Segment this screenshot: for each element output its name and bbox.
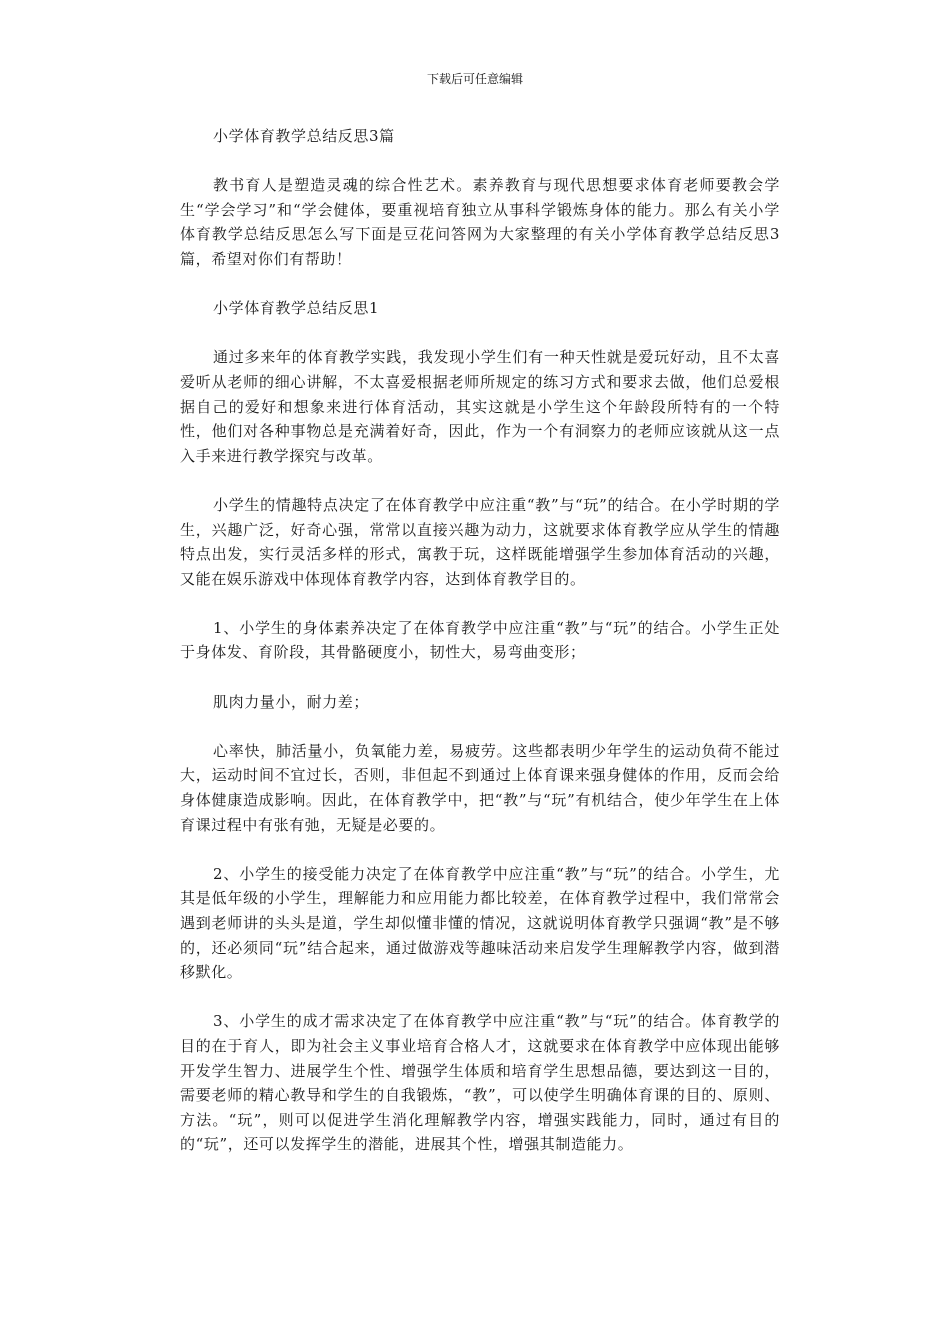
intro-paragraph: 教书育人是塑造灵魂的综合性艺术。素养教育与现代思想要求体育老师要教会学生“学会学习”和“学会健体，要重视培育独立从事科学锻炼身体的能力。那么有关小学体育教学总结反思怎么写下面是豆花问答网为大家整理的有关小学体育教学总结反思3篇，希望对你们有帮助！	[180, 176, 780, 268]
body-paragraph: 1、小学生的身体素养决定了在体育教学中应注重“教”与“玩”的结合。小学生正处于身体发、育阶段，其骨骼硬度小，韧性大，易弯曲变形；	[180, 618, 780, 662]
page-header: 下载后可任意编辑	[426, 72, 523, 86]
document-title: 小学体育教学总结反思3篇	[213, 127, 395, 145]
body-paragraph: 3、小学生的成才需求决定了在体育教学中应注重“教”与“玩”的结合。体育教学的目的在于育人，即为社会主义事业培育合格人才，这就要求在体育教学中应体现出能够开发学生智力、进展学生个性、增强学生体质和培育学生思想品德，要达到这一目的，需要老师的精心教导和学生的自我锻炼，“教”，可以使学生明确体育课的目的、原则、方法。“玩”，则可以促进学生消化理解教学内容，增强实践能力，同时，通过有目的的“玩”，还可以发挥学生的潜能，进展其个性，增强其制造能力。	[180, 1012, 780, 1154]
body-paragraph: 小学生的情趣特点决定了在体育教学中应注重“教”与“玩”的结合。在小学时期的学生，兴趣广泛，好奇心强，常常以直接兴趣为动力，这就要求体育教学应从学生的情趣特点出发，实行灵活多样的形式，寓教于玩，这样既能增强学生参加体育活动的兴趣，又能在娱乐游戏中体现体育教学内容，达到体育教学目的。	[180, 495, 780, 588]
body-paragraph: 心率快，肺活量小，负氧能力差，易疲劳。这些都表明少年学生的运动负荷不能过大，运动时间不宜过长，否则，非但起不到通过上体育课来强身健体的作用，反而会给身体健康造成影响。因此，在体育教学中，把“教”与“玩”有机结合，使少年学生在上体育课过程中有张有弛，无疑是必要的。	[180, 741, 780, 834]
document-body	[180, 124, 780, 1182]
body-paragraph: 通过多来年的体育教学实践，我发现小学生们有一种天性就是爱玩好动，且不太喜爱听从老师的细心讲解，不太喜爱根据老师所规定的练习方式和要求去做，他们总爱根据自己的爱好和想象来进行体育活动，其实这就是小学生这个年龄段所特有的一个特性，他们对各种事物总是充满着好奇，因此，作为一个有洞察力的老师应该就从这一点入手来进行教学探究与改革。	[180, 348, 780, 465]
body-paragraph: 肌肉力量小，耐力差；	[213, 692, 370, 711]
section-title: 小学体育教学总结反思1	[213, 299, 380, 318]
body-paragraph: 2、小学生的接受能力决定了在体育教学中应注重“教”与“玩”的结合。小学生，尤其是低年级的小学生，理解能力和应用能力都比较差，在体育教学过程中，我们常常会遇到老师讲的头头是道，学生却似懂非懂的情况，这就说明体育教学只强调“教”是不够的，还必须同“玩”结合起来，通过做游戏等趣味活动来启发学生理解教学内容，做到潜移默化。	[180, 864, 780, 982]
